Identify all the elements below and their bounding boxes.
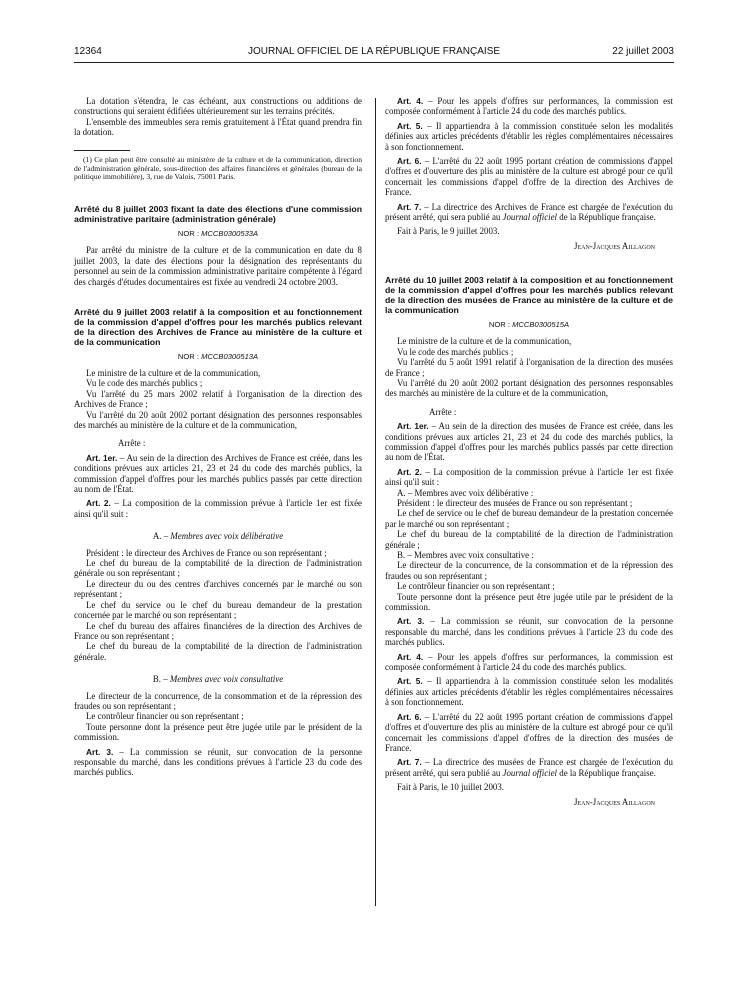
- decree-title: Arrêté du 9 juillet 2003 relatif à la composition et au fonctionnement de la commission d'appel d'offres pour les marchés publics relevant de la direction des Archives de France au ministère de la culture et de la communication: [74, 306, 362, 347]
- member-item: Le chef du bureau de la comptabilité de la direction de l'administration générale.: [74, 641, 362, 662]
- article-label: Art. 6.: [397, 711, 422, 722]
- article-text: – Pour les appels d'offres sur performances, la commission est composée conformément à l'article 24 du code des marchés publics.: [385, 96, 674, 117]
- article: [74, 498, 362, 519]
- nor-label: NOR :: [177, 229, 199, 239]
- member-item: Toute personne dont la présence peut être jugée utile par le président de la commission.: [385, 591, 673, 613]
- article-label: Art. 1er.: [86, 452, 118, 463]
- visa: Vu l'arrêté du 5 août 1991 relatif à l'organisation de la direction des musées de France ;: [385, 357, 673, 378]
- member-item: Le directeur du ou des centres d'archives concernés par le marché ou son représentant ;: [74, 578, 362, 600]
- article-text: – La commission se réunit, sur convocation de la personne responsable du marché, dans les conditions prévues à l'article 23 du code des marchés publics.: [385, 616, 673, 648]
- article-text: – La composition de la commission prévue à l'article 1er est fixée ainsi qu'il suit :: [385, 466, 673, 488]
- visa: Vu l'arrêté du 20 août 2002 portant désignation des personnes responsables des marchés au ministère de la culture et de la communication,: [74, 409, 362, 430]
- article-text: – Pour les appels d'offres sur performances, la commission est composée conformément à l'article 24 du code des marchés publics.: [385, 651, 674, 673]
- article-label: Art. 4.: [397, 96, 424, 106]
- article-label: Art. 7.: [397, 757, 422, 768]
- intro-paragraph: La dotation s'étendra, le cas échéant, aux constructions ou additions de constructions qui seraient édifiées ultérieurement sur les terrains précités.: [74, 96, 362, 117]
- article-label: Art. 4.: [397, 651, 424, 662]
- article-label: Art. 3.: [86, 746, 114, 757]
- visa: Le ministre de la culture et de la communication,: [86, 367, 261, 378]
- article-label: Art. 7.: [397, 201, 422, 212]
- article: [385, 616, 673, 647]
- visa: Vu l'arrêté du 25 mars 2002 relatif à l'organisation de la direction des Archives de France ;: [74, 388, 362, 410]
- signature: Jean-Jacques Aillagon: [574, 796, 655, 807]
- nor-code: MCCB0300513A: [201, 351, 259, 361]
- article-text: – La commission se réunit, sur convocation de la personne responsable du marché, dans les conditions prévues à l'article 23 du code des marchés publics.: [74, 746, 362, 778]
- member-item: Toute personne dont la présence peut être jugée utile par le président de la commission.: [74, 721, 362, 743]
- member-item: Le chef du bureau des affaires financières de la direction des Archives de France ou son représentant ;: [74, 620, 362, 641]
- visa: Vu l'arrêté du 20 août 2002 portant désignation des personnes responsables des marchés au ministère de la culture et de la communication,: [385, 377, 673, 399]
- article-text: – L'arrêté du 22 août 1995 portant création de commissions d'appel d'offres et d'ouverture des plis au ministère de la culture est abrogé pour ce qu'il concernait les commissions d'appel d'offres de la direction des musées de France.: [385, 711, 673, 753]
- subsection-heading: A. – Membres avec voix délibérative: [152, 531, 284, 542]
- article-text: de la République française.: [557, 767, 656, 778]
- footnote: (1) Ce plan peut être consulté au ministère de la culture et de la communication, direction de l'administration générale, sous-direction des affaires financières et générales (bureau de la politique immobilière), 3, rue de Valois, 75001 Paris.: [74, 154, 362, 182]
- article: [385, 676, 673, 707]
- visa: Vu le code des marchés publics ;: [397, 346, 514, 357]
- article-label: Art. 5.: [397, 120, 423, 131]
- member-item: Le chef de service ou le chef de bureau demandeur de la prestation concernée par le marché ou son représentant ;: [385, 508, 673, 529]
- member-item: Le directeur de la concurrence, de la consommation et de la répression des fraudes ou son représentant ;: [74, 690, 362, 711]
- article-text: de la République française.: [557, 212, 656, 223]
- article-text: – La composition de la commission prévue à l'article 1er est fixée ainsi qu'il suit :: [74, 498, 362, 519]
- journal-name: Journal officiel: [502, 212, 558, 223]
- right-column: [385, 96, 673, 807]
- member-item: Le chef du service ou le chef du bureau demandeur de la prestation concernée par le marché ou son représentant ;: [74, 599, 362, 621]
- article-text: – Il appartiendra à la commission constituée selon les modalités définies aux articles précédents d'établir les règles complémentaires nécessaires à son fonctionnement.: [385, 120, 674, 152]
- page-header: [74, 46, 674, 60]
- subsection-heading: B. – Membres avec voix consultative: [152, 674, 284, 685]
- article-label: Art. 3.: [397, 616, 425, 627]
- journal-title: JOURNAL OFFICIEL DE LA RÉPUBLIQUE FRANÇAISE: [247, 46, 501, 57]
- decree-title: Arrêté du 8 juillet 2003 fixant la date des élections d'une commission administrative paritaire (administration générale): [74, 204, 362, 225]
- member-item: Le chef du bureau de la comptabilité de la direction de l'administration générale ;: [385, 529, 673, 550]
- decree-title: Arrêté du 10 juillet 2003 relatif à la composition et au fonctionnement de la commission d'appel d'offres pour les marchés publics relevant de la direction des musées de France au ministère de la culture et de la communication: [385, 275, 673, 316]
- subsection-heading: B. – Membres avec voix consultative :: [397, 550, 534, 560]
- article: [385, 156, 673, 198]
- footnote-rule: [74, 150, 130, 151]
- arrete-label: Arrête :: [429, 406, 457, 417]
- member-item: Président : le directeur des Archives de France ou son représentant ;: [86, 547, 327, 558]
- nor-label: NOR :: [177, 351, 199, 361]
- nor-reference: [74, 352, 362, 361]
- article-text: – L'arrêté du 22 août 1995 portant création de commissions d'appel d'offres et d'ouverture des plis au ministère de la culture est abrogé pour ce qu'il concernait les commissions d'appel d'offre de la direction des Archives de France.: [385, 156, 673, 198]
- fait-line: Fait à Paris, le 10 juillet 2003.: [397, 782, 504, 793]
- article-text: – Au sein de la direction des Archives de France est créée, dans les conditions prévues aux articles 21, 23 et 24 du code des marchés publics, la commission d'appel d'offres pour les marchés publics passés par cette direction au nom de l'État.: [74, 452, 363, 495]
- member-item: Le directeur de la concurrence, de la consommation et de la répression des fraudes ou son représentant ;: [385, 560, 673, 581]
- subsection-heading: A. – Membres avec voix délibérative :: [397, 487, 534, 498]
- nor-code: MCCB0300515A: [512, 320, 570, 330]
- member-item: Le contrôleur financier ou son représentant ;: [397, 581, 555, 592]
- left-column: [74, 96, 362, 778]
- arrete-label: Arrête :: [118, 438, 146, 449]
- article-text: – Il appartiendra à la commission constituée selon les modalités définies aux articles précédents d'établir les règles complémentaires nécessaires à son fonctionnement.: [385, 676, 674, 708]
- publication-date: 22 juillet 2003: [612, 46, 674, 57]
- nor-reference: [385, 320, 673, 329]
- article-label: Art. 2.: [397, 466, 422, 477]
- article: [385, 467, 673, 488]
- article: [385, 202, 673, 223]
- intro-paragraph: L'ensemble des immeubles sera remis gratuitement à l'État quand prendra fin la dotation.: [74, 116, 362, 138]
- header-rule: [74, 62, 674, 63]
- article-label: Art. 2.: [86, 498, 111, 509]
- article: [385, 421, 673, 463]
- article: [385, 757, 673, 778]
- article-text: – Au sein de la direction des musées de France est créée, dans les conditions prévues aux articles 21, 23 et 24 du code des marchés publics, la commission d'appel d'offres pour les marchés publics passés par cette direction au nom de l'État.: [385, 421, 674, 463]
- signature: Jean-Jacques Aillagon: [574, 240, 655, 251]
- page-number: 12364: [74, 46, 102, 57]
- article: [385, 712, 673, 754]
- article: [385, 652, 673, 673]
- article-label: Art. 5.: [397, 676, 423, 687]
- article-text: – La directrice des musées de France est chargée de l'exécution du présent arrêté, qui sera publié au: [385, 757, 673, 778]
- article: [74, 747, 362, 778]
- nor-reference: [74, 229, 362, 238]
- member-item: Le contrôleur financier ou son représentant ;: [86, 711, 244, 722]
- article: [385, 121, 673, 152]
- column-separator: [375, 98, 376, 906]
- visa: Vu le code des marchés publics ;: [86, 378, 203, 389]
- article-label: Art. 1er.: [397, 421, 429, 432]
- visa: Le ministre de la culture et de la communication,: [397, 336, 572, 347]
- nor-label: NOR :: [488, 320, 510, 330]
- article-label: Art. 6.: [397, 156, 422, 167]
- journal-name: Journal officiel: [502, 767, 558, 778]
- nor-code: MCCB0300533A: [201, 229, 259, 239]
- decree-body: Par arrêté du ministre de la culture et de la communication en date du 8 juillet 2003, la date des élections pour la désignation des représentants du personnel au sein de la commission administrative paritaire compétente à l'égard des chargés d'études documentaires est fixée au vendredi 24 octobre 2003.: [74, 245, 362, 287]
- article-text: – La directrice des Archives de France est chargée de l'exécution du présent arrêté, qui sera publié au: [385, 201, 673, 223]
- article: [74, 453, 362, 495]
- member-item: Président : le directeur des musées de France ou son représentant ;: [397, 497, 633, 508]
- fait-line: Fait à Paris, le 9 juillet 2003.: [397, 226, 500, 237]
- article: [385, 96, 673, 117]
- member-item: Le chef du bureau de la comptabilité de la direction de l'administration générale ou son représentant ;: [74, 558, 362, 579]
